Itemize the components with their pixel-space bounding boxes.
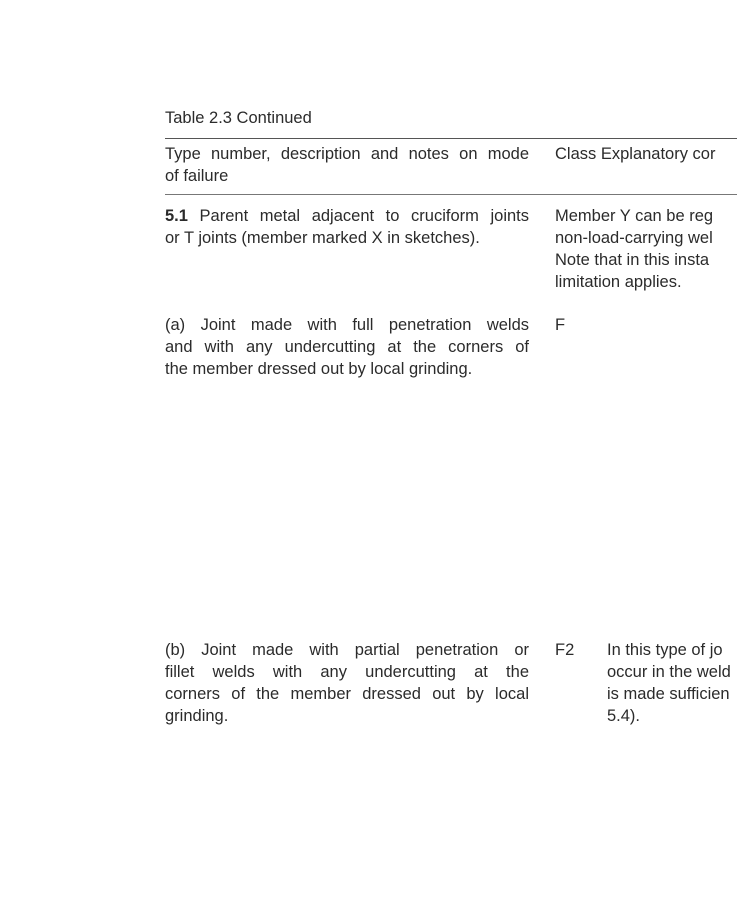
header-col1-line1: Type number, description and notes on mode (165, 145, 529, 163)
header-col1 (165, 143, 529, 187)
row-b-desc-line: fillet welds with any undercutting at the (165, 663, 529, 681)
row-b-class: F2 (555, 641, 575, 659)
table-header-rule (165, 194, 737, 195)
row-5-1-description (165, 205, 529, 249)
row-b-desc-line: corners of the member dressed out by local (165, 685, 529, 703)
row-b-note-line: In this type of jo (607, 641, 723, 659)
row-5-1-number: 5.1 (165, 207, 188, 225)
row-5-1-note-line: limitation applies. (555, 273, 682, 291)
row-a-desc-line: (a) Joint made with full penetration welds (165, 316, 529, 334)
row-b-note (607, 639, 731, 727)
row-a-description (165, 314, 529, 380)
row-b-note-line: is made sufficien (607, 685, 730, 703)
row-5-1-note (555, 205, 713, 293)
row-5-1-note-line: Note that in this insta (555, 251, 710, 269)
table-caption: Table 2.3 Continued (165, 109, 312, 127)
row-b-note-line: occur in the weld (607, 663, 731, 681)
row-5-1-desc-line1 (165, 205, 529, 227)
row-a-class: F (555, 316, 566, 334)
row-a-desc-line: the member dressed out by local grinding. (165, 360, 473, 378)
row-b-desc-line: (b) Joint made with partial penetration or (165, 641, 529, 659)
row-5-1-desc-text: Parent metal adjacent to cruciform joints (187, 207, 529, 225)
row-b-desc-line: grinding. (165, 707, 229, 725)
header-col2: Class Explanatory cor (555, 145, 716, 163)
table-top-rule (165, 138, 737, 139)
header-col1-line2: of failure (165, 167, 229, 185)
row-5-1-desc-line2: or T joints (member marked X in sketches). (165, 229, 480, 247)
row-a-desc-line: and with any undercutting at the corners of (165, 338, 529, 356)
row-5-1-note-line: Member Y can be reg (555, 207, 714, 225)
row-b-description (165, 639, 529, 727)
row-5-1-note-line: non-load-carrying wel (555, 229, 713, 247)
row-b-note-line: 5.4). (607, 707, 641, 725)
